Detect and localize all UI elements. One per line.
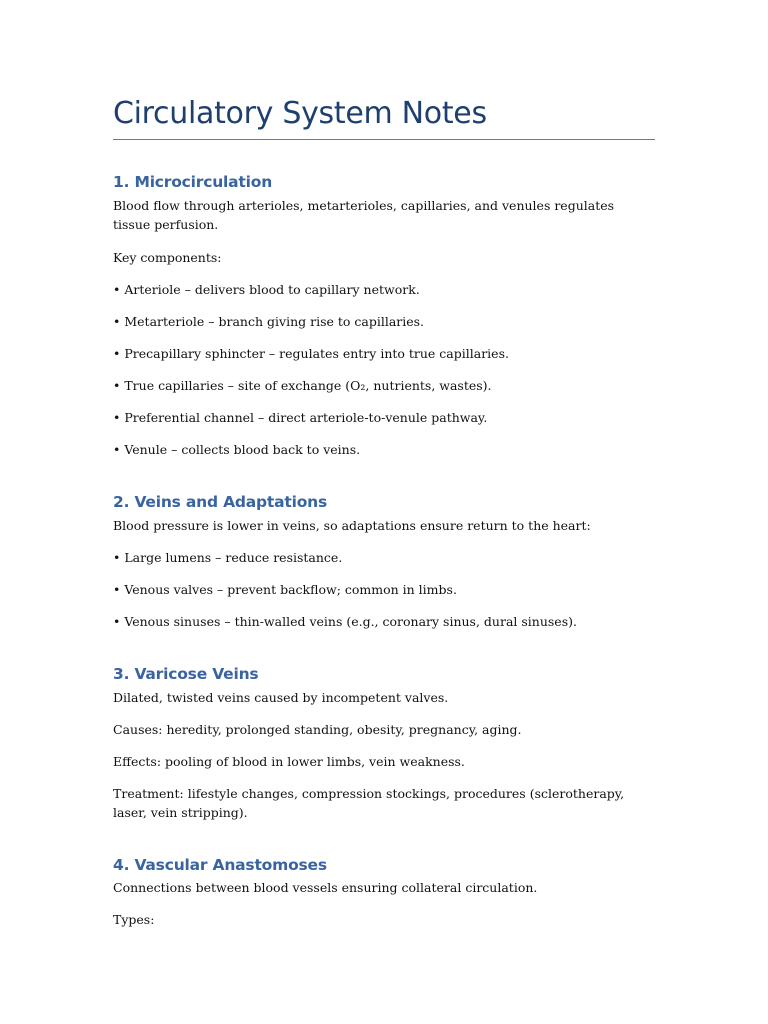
section-paragraph <box>113 878 655 897</box>
bullet-item <box>113 312 655 331</box>
bullet-text: • Venous sinuses – thin-walled veins (e.g., coronary sinus, dural sinuses). <box>113 614 577 629</box>
bullet-text: • Precapillary sphincter – regulates entry into true capillaries. <box>113 346 509 361</box>
section-paragraph <box>113 752 655 771</box>
bullet-item <box>113 280 655 299</box>
section-paragraph <box>113 784 655 822</box>
paragraph: Causes: heredity, prolonged standing, obesity, pregnancy, aging. <box>113 722 522 737</box>
bullet-item <box>113 548 655 567</box>
section-paragraph <box>113 248 655 267</box>
paragraph: Blood pressure is lower in veins, so adaptations ensure return to the heart: <box>113 518 591 533</box>
section-microcirculation <box>113 172 655 192</box>
paragraph: Connections between blood vessels ensuring collateral circulation. <box>113 880 538 895</box>
paragraph: Dilated, twisted veins caused by incompetent valves. <box>113 690 449 705</box>
paragraph: Treatment: lifestyle changes, compression stockings, procedures (sclerotherapy, laser, vein stripping). <box>113 786 625 820</box>
bullet-text: • Metarteriole – branch giving rise to capillaries. <box>113 314 425 329</box>
section-heading: 1. Microcirculation <box>113 173 273 191</box>
bullet-text: • Venous valves – prevent backflow; common in limbs. <box>113 582 457 597</box>
bullet-text: • True capillaries – site of exchange (O₂, nutrients, wastes). <box>113 378 492 393</box>
section-vascular-anastomoses <box>113 855 655 875</box>
paragraph: Types: <box>113 912 155 927</box>
bullet-text: • Preferential channel – direct arteriole-to-venule pathway. <box>113 410 488 425</box>
section-paragraph <box>113 720 655 739</box>
section-paragraph <box>113 196 655 234</box>
paragraph: Effects: pooling of blood in lower limbs, vein weakness. <box>113 754 465 769</box>
bullet-item <box>113 408 655 427</box>
bullet-text: • Large lumens – reduce resistance. <box>113 550 343 565</box>
page-title: Circulatory System Notes <box>113 96 487 131</box>
bullet-item <box>113 344 655 363</box>
bullet-item <box>113 580 655 599</box>
paragraph: Key components: <box>113 250 222 265</box>
section-veins-adaptations <box>113 492 655 512</box>
section-heading: 3. Varicose Veins <box>113 665 259 683</box>
document-page <box>113 95 655 140</box>
bullet-item <box>113 376 655 395</box>
section-varicose-veins <box>113 664 655 684</box>
section-paragraph <box>113 688 655 707</box>
paragraph: Blood flow through arterioles, metarterioles, capillaries, and venules regulates tissue perfusion. <box>113 198 615 232</box>
bullet-text: • Venule – collects blood back to veins. <box>113 442 361 457</box>
bullet-item <box>113 612 655 631</box>
section-heading: 2. Veins and Adaptations <box>113 493 328 511</box>
section-paragraph <box>113 910 655 929</box>
title-divider <box>113 139 655 140</box>
section-heading: 4. Vascular Anastomoses <box>113 856 327 874</box>
bullet-item <box>113 440 655 459</box>
section-paragraph <box>113 516 655 535</box>
bullet-text: • Arteriole – delivers blood to capillary network. <box>113 282 420 297</box>
